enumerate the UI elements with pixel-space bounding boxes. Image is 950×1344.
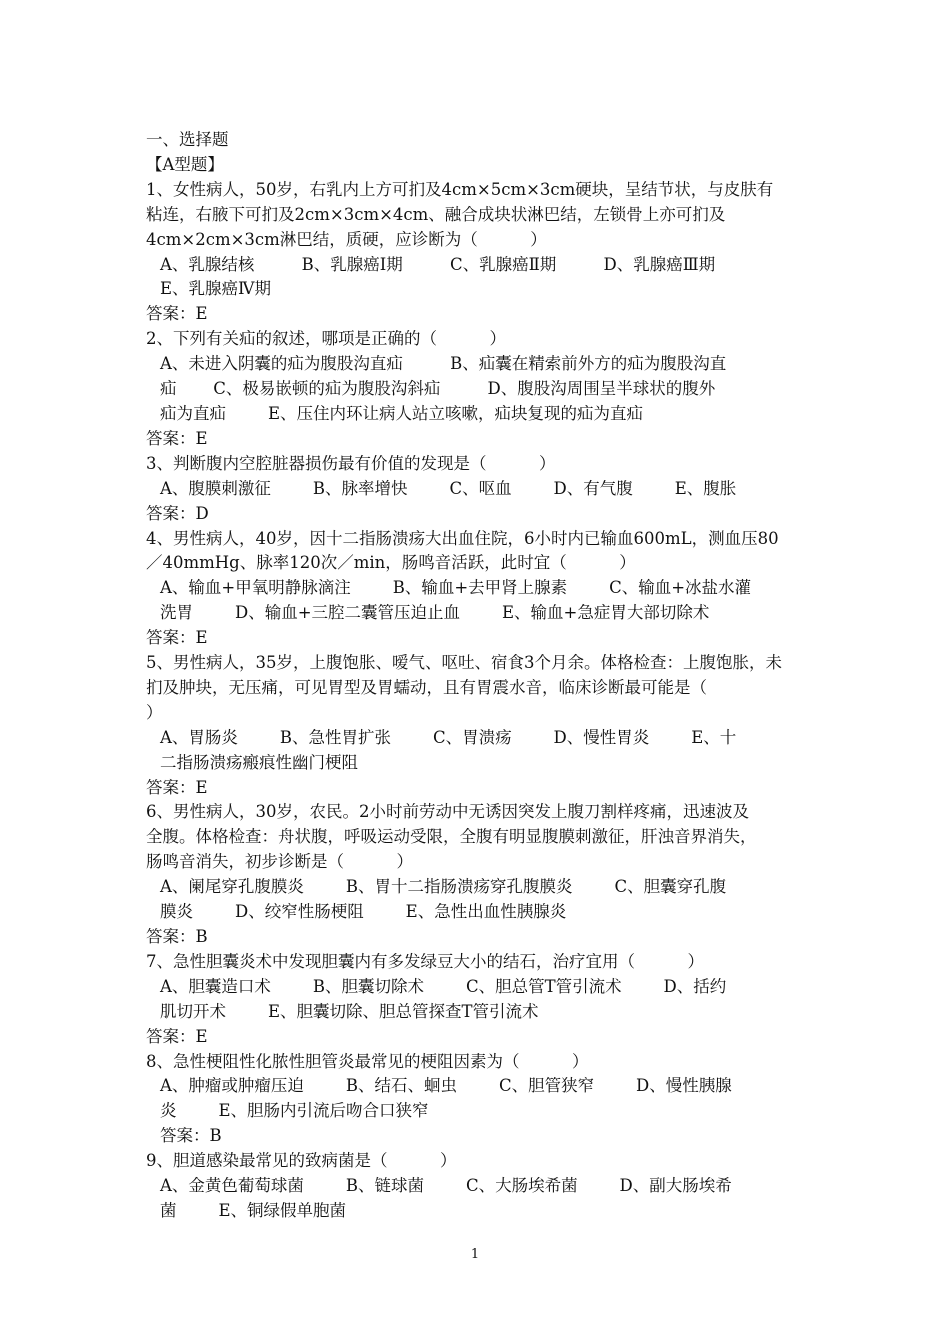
page-number: 1 xyxy=(470,1247,480,1262)
question-5 xyxy=(146,651,808,800)
question-stem-line: 4cm×2cm×3cm淋巴结，质硬，应诊断为（ ） xyxy=(146,229,547,249)
option-line: A、胃肠炎 B、急性胃扩张 C、胃溃疡 D、慢性胃炎 E、十 xyxy=(160,727,737,747)
option-line: 膜炎 D、绞窄性肠梗阻 E、急性出血性胰腺炎 xyxy=(160,902,567,922)
question-stem-line: 粘连，右腋下可扪及2cm×3cm×4cm、融合成块状淋巴结，左锁骨上亦可扪及 xyxy=(146,204,726,224)
question-7 xyxy=(146,950,808,1050)
question-stem-line: 6、男性病人，30岁，农民。2小时前劳动中无诱因突发上腹刀割样疼痛，迅速波及 xyxy=(146,802,749,822)
option-line: A、胆囊造口术 B、胆囊切除术 C、胆总管T管引流术 D、括约 xyxy=(160,976,727,996)
question-stem-line: 肠鸣音消失，初步诊断是（ ） xyxy=(146,852,413,872)
section-title: 一、选择题 xyxy=(146,130,229,149)
answer-line: 答案：E xyxy=(146,1026,208,1046)
question-stem-line: 全腹。体格检查：舟状腹，呼吸运动受限，全腹有明显腹膜刺激征，肝浊音界消失， xyxy=(146,827,757,847)
option-line: A、未进入阴囊的疝为腹股沟直疝 B、疝囊在精索前外方的疝为腹股沟直 xyxy=(160,354,727,374)
option-line: E、乳腺癌Ⅳ期 xyxy=(160,279,272,299)
option-line: 炎 E、胆肠内引流后吻合口狭窄 xyxy=(160,1101,429,1121)
option-line: A、输血+甲氧明静脉滴注 B、输血+去甲肾上腺素 C、输血+冰盐水灌 xyxy=(160,578,752,598)
question-9 xyxy=(146,1149,808,1224)
question-stem-line: 4、男性病人，40岁，因十二指肠溃疡大出血住院，6小时内已输血600mL，测血压80 xyxy=(146,528,779,548)
option-line: 洗胃 D、输血+三腔二囊管压迫止血 E、输血+急症胃大部切除术 xyxy=(160,603,710,623)
question-2 xyxy=(146,327,808,452)
answer-line: 答案：E xyxy=(146,428,208,448)
answer-line: 答案：E xyxy=(146,628,208,648)
option-line: 肌切开术 E、胆囊切除、胆总管探查T管引流术 xyxy=(160,1001,539,1021)
option-line: 疝 C、极易嵌顿的疝为腹股沟斜疝 D、腹股沟周围呈半球状的腹外 xyxy=(160,379,716,399)
question-stem-line: ） xyxy=(146,702,163,722)
answer-line: 答案：E xyxy=(146,304,208,324)
question-stem-line: 3、判断腹内空腔脏器损伤最有价值的发现是（ ） xyxy=(146,453,556,473)
question-stem-line: 7、急性胆囊炎术中发现胆囊内有多发绿豆大小的结石，治疗宜用（ ） xyxy=(146,951,704,971)
question-stem-line: 5、男性病人，35岁，上腹饱胀、嗳气、呕吐、宿食3个月余。体格检查：上腹饱胀，未 xyxy=(146,653,782,673)
subsection-title: 【A型题】 xyxy=(146,154,224,174)
question-6 xyxy=(146,800,808,949)
answer-line: 答案：B xyxy=(146,927,208,946)
question-stem-line: ／40mmHg、脉率120次／min，肠鸣音活跃，此时宜（ ） xyxy=(146,553,636,573)
question-8 xyxy=(146,1050,808,1150)
answer-line: 答案：B xyxy=(160,1126,222,1146)
option-line: A、阑尾穿孔腹膜炎 B、胃十二指肠溃疡穿孔腹膜炎 C、胆囊穿孔腹 xyxy=(160,877,727,897)
question-4 xyxy=(146,527,808,652)
answer-line: 答案：D xyxy=(146,503,209,523)
option-line: 菌 E、铜绿假单胞菌 xyxy=(160,1200,347,1220)
question-stem-line: 8、急性梗阻性化脓性胆管炎最常见的梗阻因素为（ ） xyxy=(146,1051,589,1071)
option-line: 二指肠溃疡瘢痕性幽门梗阻 xyxy=(160,752,358,772)
question-stem-line: 1、女性病人，50岁，右乳内上方可扪及4cm×5cm×3cm硬块，呈结节状，与皮肤有 xyxy=(146,179,774,199)
answer-line: 答案：E xyxy=(146,777,208,797)
option-line: A、乳腺结核 B、乳腺癌Ⅰ期 C、乳腺癌Ⅱ期 D、乳腺癌Ⅲ期 xyxy=(160,254,716,274)
question-stem-line: 扪及肿块，无压痛，可见胃型及胃蠕动，且有胃震水音，临床诊断最可能是（ xyxy=(146,677,707,697)
question-stem-line: 9、胆道感染最常见的致病菌是（ ） xyxy=(146,1151,457,1171)
option-line: A、腹膜刺激征 B、脉率增快 C、呕血 D、有气腹 E、腹胀 xyxy=(160,478,737,498)
option-line: A、肿瘤或肿瘤压迫 B、结石、蛔虫 C、胆管狭窄 D、慢性胰腺 xyxy=(160,1076,732,1096)
question-stem-line: 2、下列有关疝的叙述，哪项是正确的（ ） xyxy=(146,329,506,349)
question-1 xyxy=(146,178,808,327)
option-line: 疝为直疝 E、压住内环让病人站立咳嗽，疝块复现的疝为直疝 xyxy=(160,403,644,423)
option-line: A、金黄色葡萄球菌 B、链球菌 C、大肠埃希菌 D、副大肠埃希 xyxy=(160,1176,732,1196)
question-3 xyxy=(146,452,808,527)
question-list xyxy=(146,178,808,1224)
document-body xyxy=(146,128,808,1224)
